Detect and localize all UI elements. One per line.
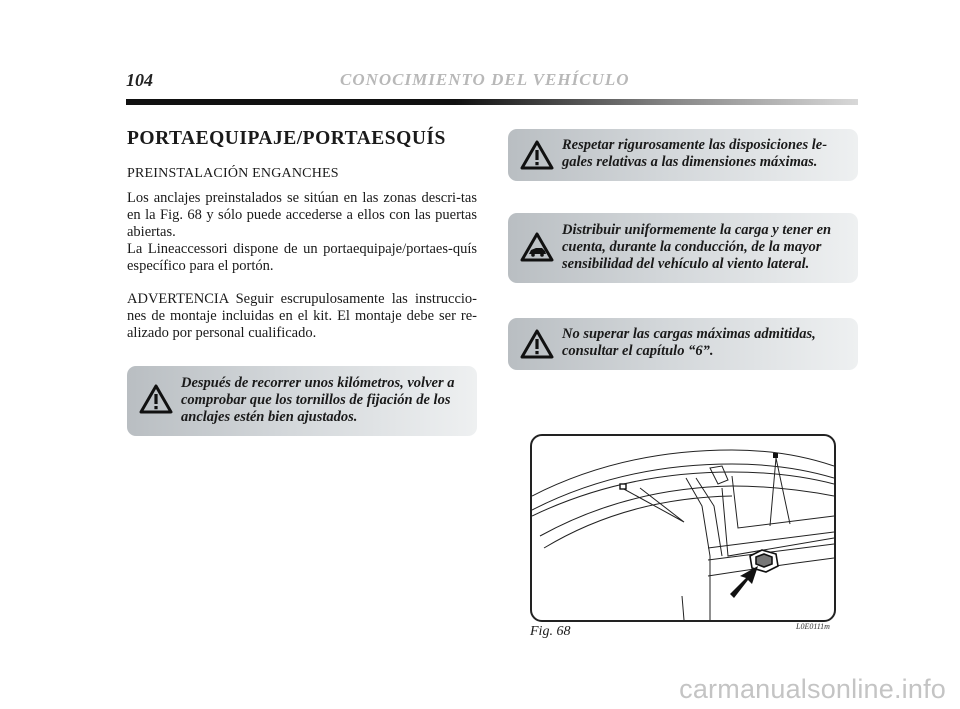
warning-box-load: [508, 213, 858, 283]
warning-triangle-icon: [139, 384, 173, 414]
warning-box-anchors: [127, 366, 477, 436]
figure-code: L0E0111m: [796, 622, 830, 631]
figure-roof-anchors: [530, 434, 836, 622]
section-title: PORTAEQUIPAJE/PORTAESQUÍS: [127, 128, 446, 149]
car-side-wind-icon: [520, 232, 554, 262]
warning-text-dimensions: Respetar rigurosamente las disposiciones le-gales relativas a las dimensiones máximas.: [562, 137, 828, 170]
header-rule: [126, 99, 858, 105]
body-paragraph-3: ADVERTENCIA Seguir escrupulosamente las instruccio-nes de montaje incluidas en el kit. El montaje debe ser re-alizado por personal cualificado.: [127, 291, 477, 341]
running-title: CONOCIMIENTO DEL VEHÍCULO: [340, 70, 630, 89]
warning-text-max-load: No superar las cargas máximas admitidas, consultar el capítulo “6”.: [562, 326, 816, 359]
roof-anchor-illustration: [532, 436, 834, 620]
page-number: 104: [126, 70, 153, 90]
warning-text-anchors: Después de recorrer unos kilómetros, volver a comprobar que los tornillos de fijación de los anclajes estén bien ajustados.: [181, 375, 455, 425]
warning-box-max-load: [508, 318, 858, 370]
warning-text-load: Distribuir uniformemente la carga y tener en cuenta, durante la conducción, de la mayor sensibilidad del vehículo al viento lateral.: [562, 222, 832, 272]
subheading: PREINSTALACIÓN ENGANCHES: [127, 166, 339, 181]
warning-triangle-icon: [520, 140, 554, 170]
figure-caption: Fig. 68: [530, 624, 571, 639]
body-paragraph-1: Los anclajes preinstalados se sitúan en las zonas descri-tas en la Fig. 68 y sólo puede accederse a ellos con las puertas abiertas.: [127, 190, 477, 240]
body-paragraph-2: La Lineaccessori dispone de un portaequipaje/portaes-quís específico para el portón.: [127, 241, 477, 274]
watermark: carmanualsonline.info: [679, 674, 946, 704]
warning-triangle-icon: [520, 329, 554, 359]
warning-box-dimensions: [508, 129, 858, 181]
